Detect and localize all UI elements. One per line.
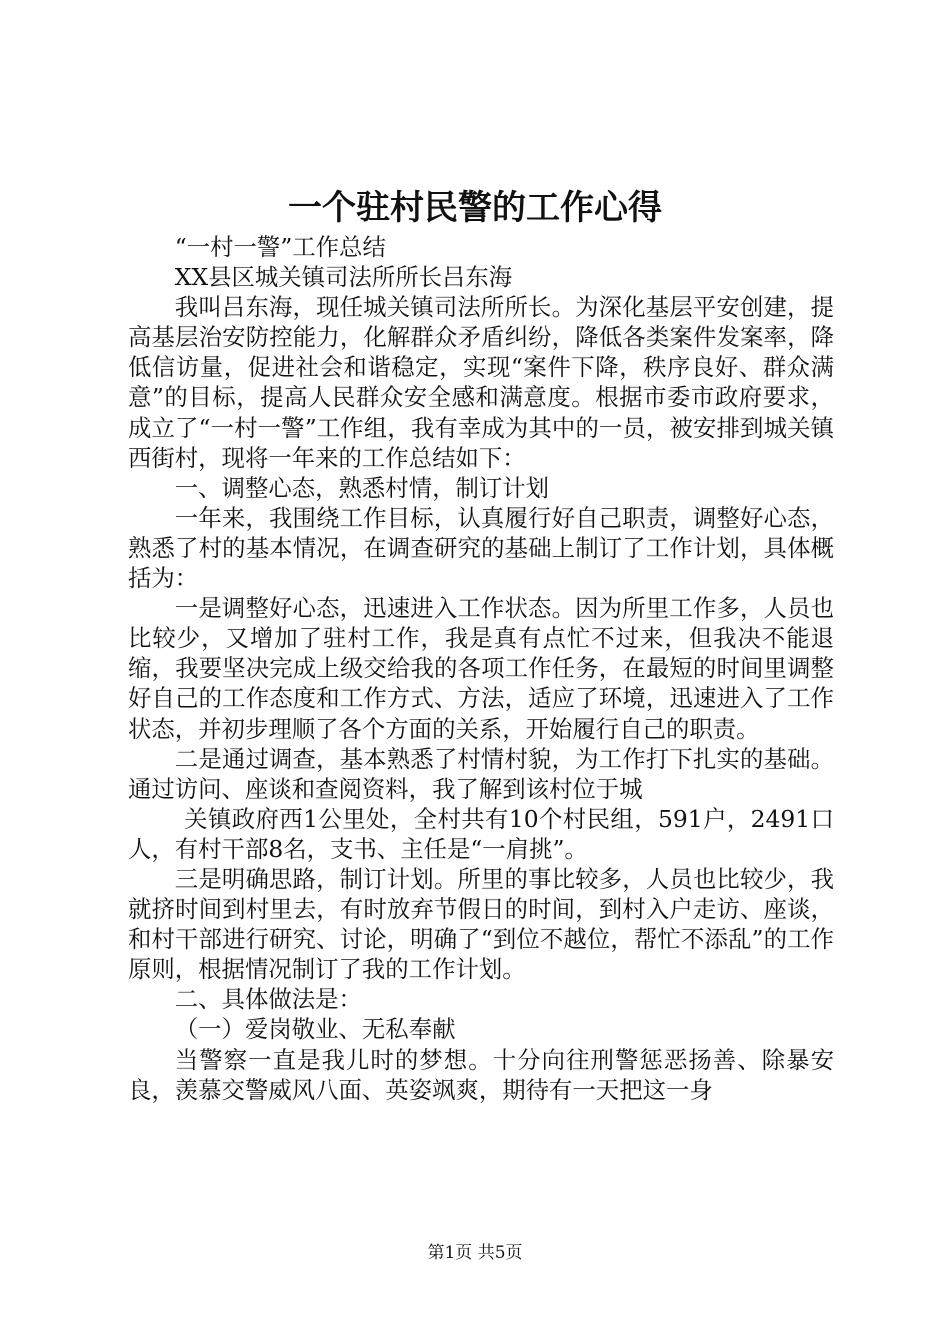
- page-number-footer: 第1页 共5页: [427, 1243, 523, 1263]
- paragraph-overview: 一年来，我围绕工作目标，认真履行好自己职责，调整好心态，熟悉了村的基本情况，在调查研究的基础上制订了工作计划，具体概括为：: [128, 503, 834, 593]
- paragraph-point-2-continued: 关镇政府西1公里处，全村共有10个村民组，591户，2491口人，有村干部8名，支书、主任是“一肩挑”。: [128, 804, 834, 863]
- section-heading-1: 一、调整心态，熟悉村情，制订计划: [174, 473, 550, 502]
- paragraph-summary-heading: “一村一警”工作总结: [174, 233, 386, 261]
- paragraph-point-2: 二是通过调查，基本熟悉了村情村貌，为工作打下扎实的基础。通过访问、座谈和查阅资料，我了解到该村位于城: [128, 744, 834, 803]
- paragraph-dream: 当警察一直是我儿时的梦想。十分向往刑警惩恶扬善、除暴安良，羡慕交警威风八面、英姿飒爽，期待有一天把这一身: [128, 1045, 834, 1104]
- paragraph-intro: 我叫吕东海，现任城关镇司法所所长。为深化基层平安创建，提高基层治安防控能力，化解群众矛盾纠纷，降低各类案件发案率，降低信访量，促进社会和谐稳定，实现“案件下降，秩序良好、群众满意”的目标，提高人民群众安全感和满意度。根据市委市政府要求，成立了“一村一警”工作组，我有幸成为其中的一员，被安排到城关镇西街村，现将一年来的工作总结如下：: [128, 293, 834, 472]
- paragraph-author-line: XX县区城关镇司法所所长吕东海: [174, 263, 513, 292]
- document-title: 一个驻村民警的工作心得: [288, 188, 662, 228]
- document-body: [128, 232, 834, 1105]
- subsection-heading-1: （一）爱岗敬业、无私奉献: [174, 1015, 456, 1044]
- paragraph-point-1: 一是调整好心态，迅速进入工作状态。因为所里工作多，人员也比较少，又增加了驻村工作，我是真有点忙不过来，但我决不能退缩，我要坚决完成上级交给我的各项工作任务，在最短的时间里调整好自己的工作态度和工作方式、方法，适应了环境，迅速进入了工作状态，并初步理顺了各个方面的关系，开始履行自己的职责。: [128, 594, 834, 743]
- section-heading-2: 二、具体做法是：: [174, 985, 362, 1014]
- paragraph-point-3: 三是明确思路，制订计划。所里的事比较多，人员也比较少，我就挤时间到村里去，有时放弃节假日的时间，到村入户走访、座谈，和村干部进行研究、讨论，明确了“到位不越位，帮忙不添乱”的工作原则，根据情况制订了我的工作计划。: [128, 864, 834, 984]
